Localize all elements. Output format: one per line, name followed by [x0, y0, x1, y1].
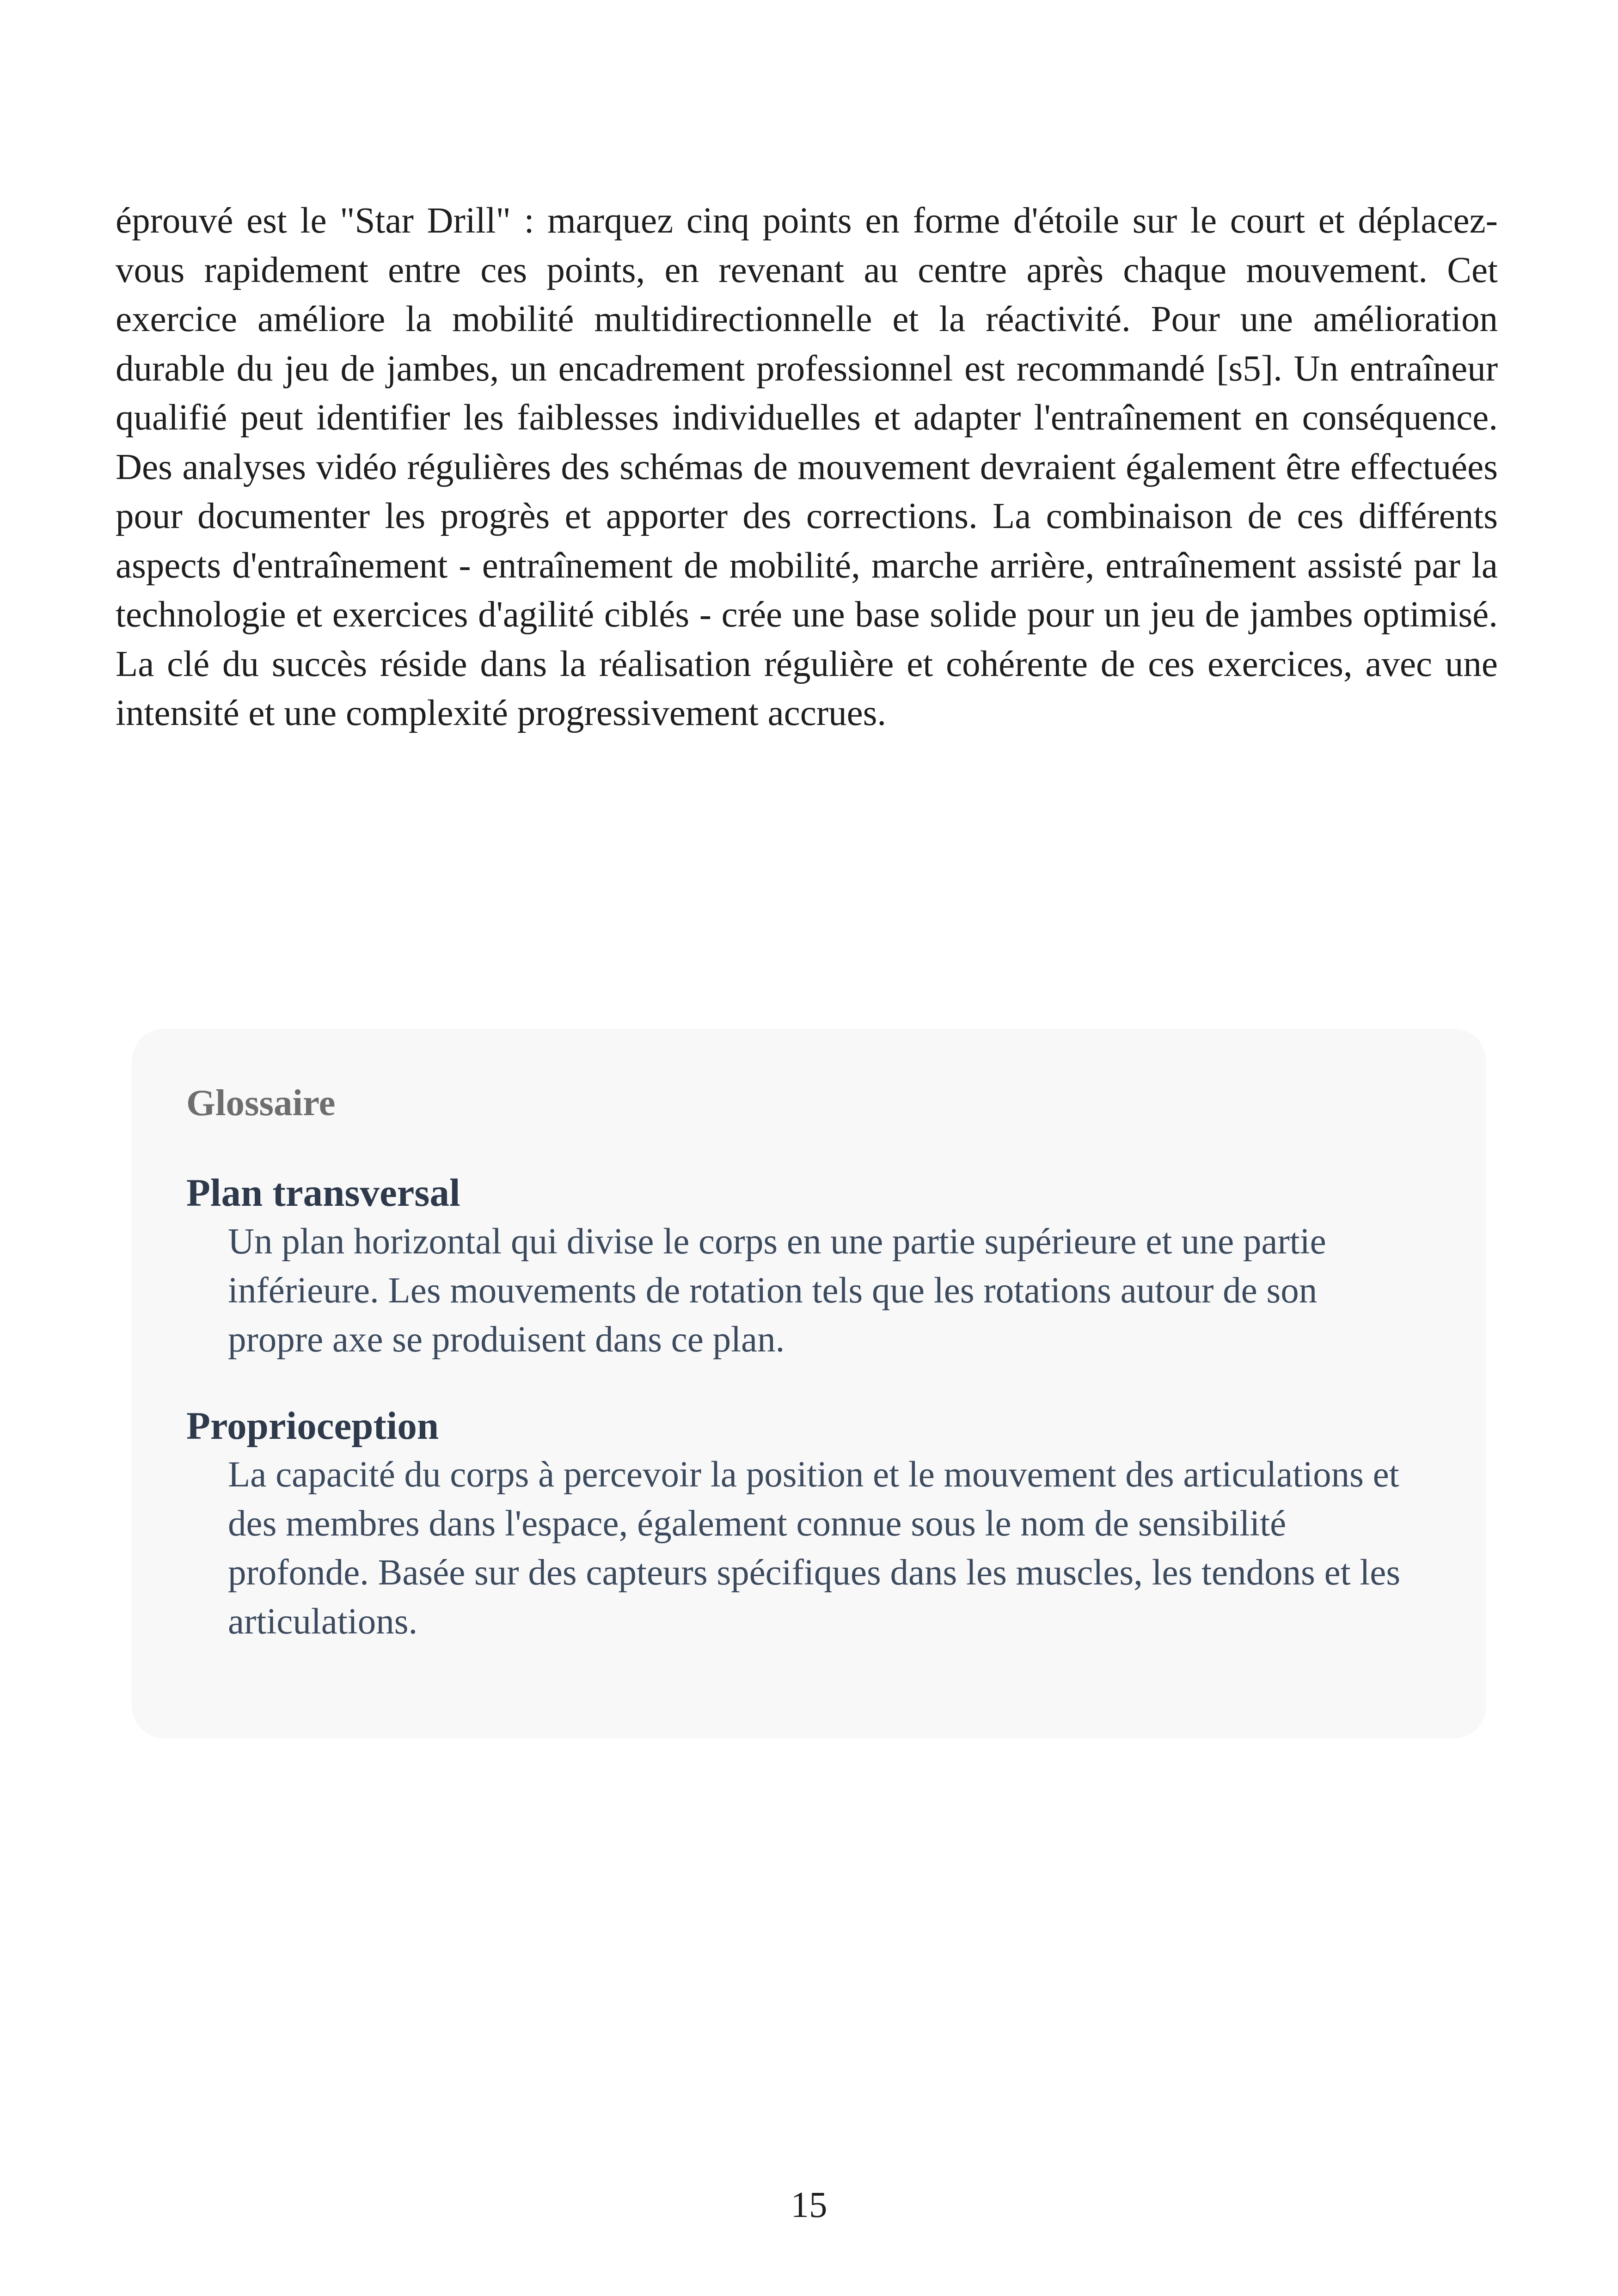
glossary-entry	[186, 1168, 1403, 1364]
glossary-definition: La capacité du corps à percevoir la position et le mouvement des articulations et des membres dans l'espace, également connue sous le nom de sensibilité profonde. Basée sur des capteurs spécifiques dans les muscles, les tendons et les articulations.	[228, 1455, 1401, 1642]
glossary-title: Glossaire	[186, 1082, 336, 1123]
body-paragraph: éprouvé est le "Star Drill" : marquez cinq points en forme d'étoile sur le court et déplacez-vous rapidement entre ces points, en revenant au centre après chaque mouvement. Cet exercice améliore la mobilité multidirectionnelle et la réactivité. Pour une amélioration durable du jeu de jambes, un encadrement professionnel est recommandé [s5]. Un entraîneur qualifié peut identifier les faiblesses individuelles et adapter l'entraînement en conséquence. Des analyses vidéo régulières des schémas de mouvement devraient également être effectuées pour documenter les progrès et apporter des corrections. La combinaison de ces différents aspects d'entraînement - entraînement de mobilité, marche arrière, entraînement assisté par la technologie et exercices d'agilité ciblés - crée une base solide pour un jeu de jambes optimisé. La clé du succès réside dans la réalisation régulière et cohérente de ces exercices, avec une intensité et une complexité progressivement accrues.	[116, 201, 1498, 733]
glossary-entry	[186, 1401, 1403, 1646]
glossary-term: Proprioception	[186, 1404, 439, 1448]
glossary-box	[132, 1029, 1486, 1738]
glossary-term: Plan transversal	[186, 1171, 460, 1215]
glossary-definition: Un plan horizontal qui divise le corps en une partie supérieure et une partie inférieure. Les mouvements de rotation tels que les rotations autour de son propre axe se produisent dans ce plan.	[228, 1222, 1326, 1360]
page-number: 15	[791, 2185, 827, 2225]
